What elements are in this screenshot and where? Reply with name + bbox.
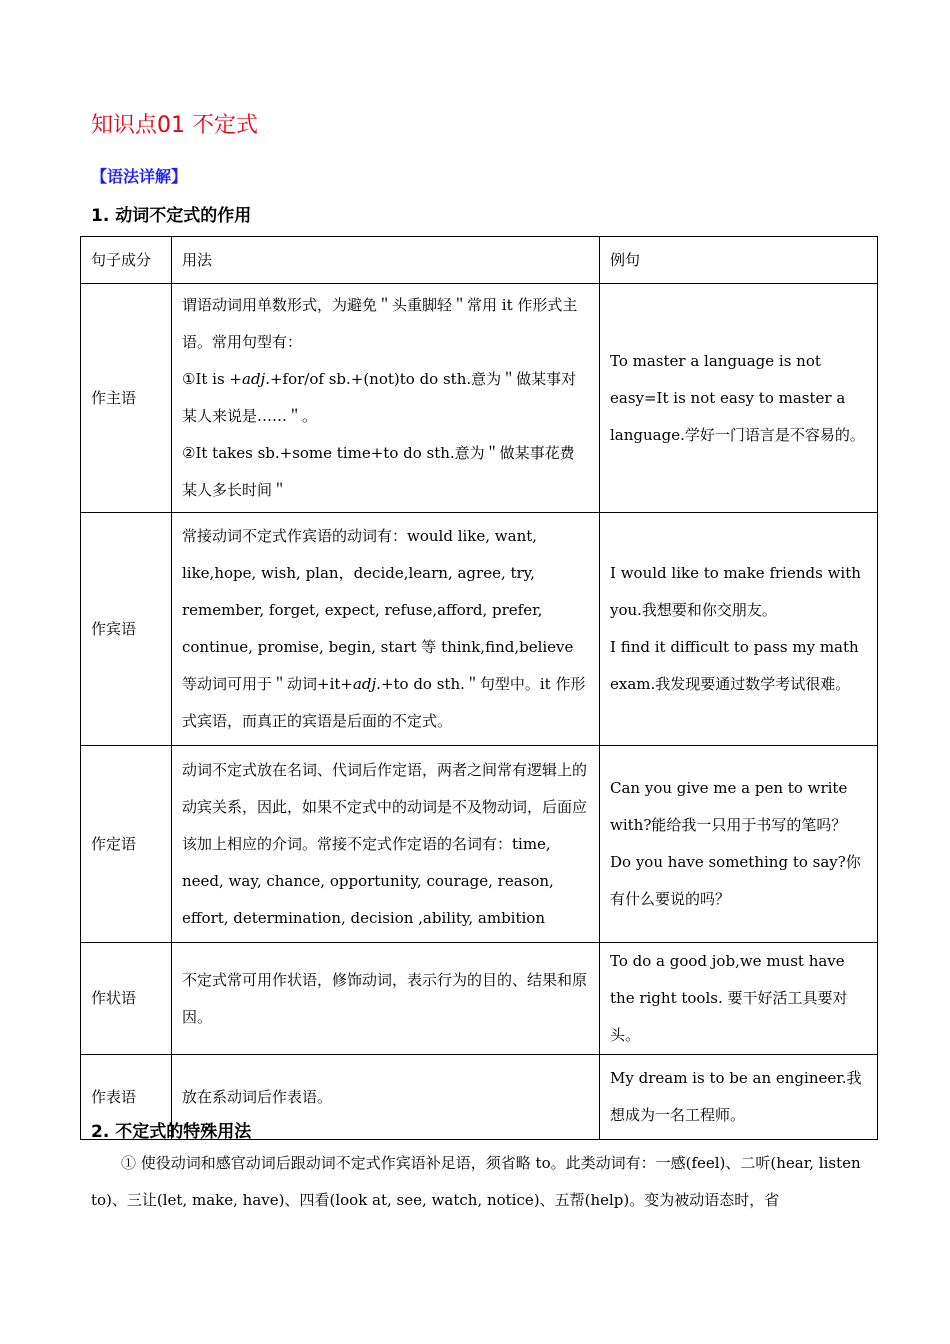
- page-title: 知识点01 不定式: [91, 113, 258, 138]
- table-row: [81, 746, 878, 943]
- example-cell: [600, 943, 878, 1055]
- grammar-table: [80, 236, 878, 1140]
- table-row: [81, 513, 878, 746]
- role-cell: 作主语: [81, 284, 172, 513]
- example-text: Do you have something to say?你有什么要说的吗？: [610, 853, 861, 908]
- header-role: 句子成分: [81, 237, 172, 284]
- example-text: To master a language is not easy=It is not easy to master a language.学好一门语言是不容易的。: [610, 351, 865, 444]
- usage-cell: [172, 513, 600, 746]
- usage-pattern-2: ②It takes sb.+some time+to do sth.意为＂做某事花费某人多长时间＂: [182, 444, 575, 499]
- role-cell: 作状语: [81, 943, 172, 1055]
- usage-cell: [172, 746, 600, 943]
- table-row: [81, 284, 878, 513]
- grammar-detail-label: 【语法详解】: [91, 167, 188, 186]
- usage-text: 放在系动词后作表语。: [182, 1087, 333, 1106]
- usage-cell: [172, 284, 600, 513]
- example-cell: [600, 284, 878, 513]
- usage-pattern-1: ①It is +adj.+for/of sb.+(not)to do sth.意为＂做某事对某人来说是……＂。: [182, 370, 577, 425]
- role-cell: 作表语: [81, 1055, 172, 1140]
- example-cell: [600, 513, 878, 746]
- usage-text: 谓语动词用单数形式，为避免＂头重脚轻＂常用 it 作形式主语。常用句型有：: [182, 296, 578, 351]
- usage-text: 不定式常可用作状语，修饰动词，表示行为的目的、结果和原因。: [182, 970, 588, 1026]
- section-heading-2: 2. 不定式的特殊用法: [91, 1122, 252, 1142]
- body-paragraph: ① 使役动词和感官动词后跟动词不定式作宾语补足语，须省略 to。此类动词有：一感(feel)、二听(hear, listen to)、三让(let, make, have)、四看(look at, see, watch, notice)、五帮(help)。变为被动语态时，省: [91, 1154, 861, 1209]
- usage-text: 动词不定式放在名词、代词后作定语，两者之间常有逻辑上的动宾关系，因此，如果不定式中的动词是不及物动词，后面应该加上相应的介词。常接不定式作定语的名词有：time, need, way, chance, opportunity, courage, reason, effort, determination, decision ,ability, ambition: [182, 760, 588, 927]
- example-text: Can you give me a pen to write with?能给我一只用于书写的笔吗？: [610, 779, 848, 834]
- role-cell: 作宾语: [81, 513, 172, 746]
- usage-text: 常接动词不定式作宾语的动词有：would like, want, like,hope, wish, plan，decide,learn, agree, try, remember, forget, expect, refuse,afford, prefer, continue, promise, begin, start 等 think,find,believe 等动词可用于＂动词+it+adj.+to do sth.＂句型中。it 作形式宾语，而真正的宾语是后面的不定式。: [182, 527, 586, 730]
- example-text: I would like to make friends with you.我想要和你交朋友。: [610, 564, 861, 619]
- example-text: I find it difficult to pass my math exam.我发现要通过数学考试很难。: [610, 638, 859, 693]
- section-heading-1: 1. 动词不定式的作用: [91, 206, 252, 226]
- example-text: My dream is to be an engineer.我想成为一名工程师。: [610, 1069, 862, 1124]
- role-cell: 作定语: [81, 746, 172, 943]
- example-text: To do a good job,we must have the right tools. 要干好活工具要对头。: [610, 952, 848, 1044]
- example-cell: [600, 1055, 878, 1140]
- example-cell: [600, 746, 878, 943]
- usage-cell: [172, 943, 600, 1055]
- table-header-row: [81, 237, 878, 284]
- header-example: 例句: [600, 237, 878, 284]
- header-usage: 用法: [172, 237, 600, 284]
- table-row: [81, 943, 878, 1055]
